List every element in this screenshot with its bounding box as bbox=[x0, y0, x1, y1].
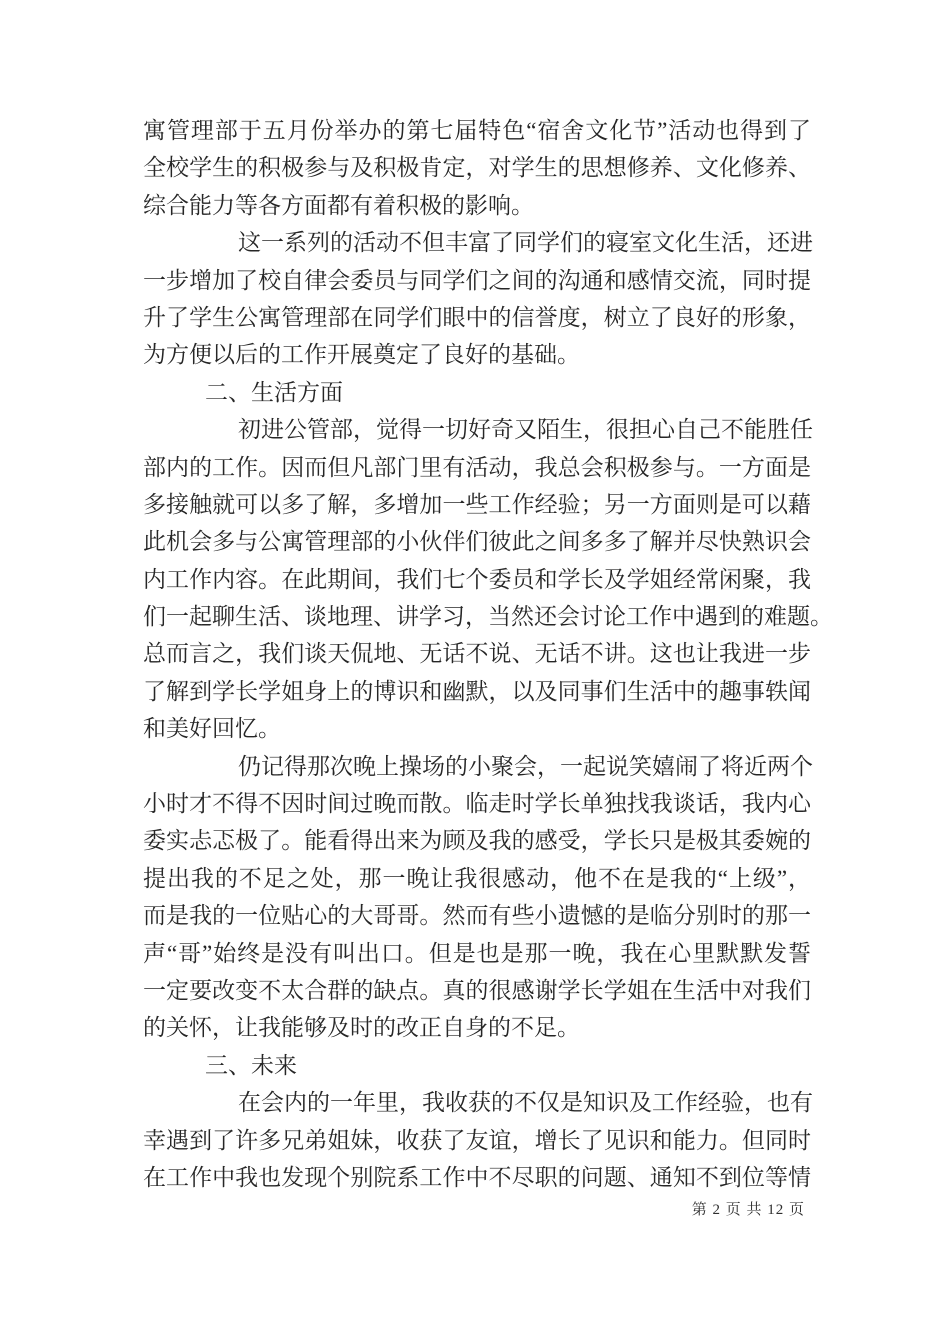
text-line: 幸遇到了许多兄弟姐妹，收获了友谊，增长了见识和能力。但同时 bbox=[143, 1127, 811, 1153]
section-heading-line: 二、生活方面 bbox=[205, 379, 343, 405]
text-line: 提出我的不足之处，那一晚让我很感动，他不在是我的“上级”， bbox=[143, 865, 811, 891]
text-line: 升了学生公寓管理部在同学们眼中的信誉度，树立了良好的形象， bbox=[143, 304, 811, 330]
text-line: 在工作中我也发现个别院系工作中不尽职的问题、通知不到位等情 bbox=[143, 1164, 811, 1190]
text-line: 初进公管部，觉得一切好奇又陌生，很担心自己不能胜任 bbox=[238, 417, 813, 443]
text-line: 为方便以后的工作开展奠定了良好的基础。 bbox=[143, 342, 580, 368]
text-line: 这一系列的活动不但丰富了同学们的寝室文化生活，还进 bbox=[238, 230, 813, 256]
text-line: 小时才不得不因时间过晚而散。临走时学长单独找我谈话，我内心 bbox=[143, 791, 811, 817]
text-line: 总而言之，我们谈天侃地、无话不说、无话不讲。这也让我进一步 bbox=[143, 641, 811, 667]
text-line: 全校学生的积极参与及积极肯定，对学生的思想修养、文化修养、 bbox=[143, 155, 811, 181]
text-line: 的关怀，让我能够及时的改正自身的不足。 bbox=[143, 1015, 580, 1041]
text-line: 寓管理部于五月份举办的第七届特色“宿舍文化节”活动也得到了 bbox=[143, 118, 811, 143]
text-line: 而是我的一位贴心的大哥哥。然而有些小遗憾的是临分别时的那一 bbox=[143, 903, 811, 929]
page-number-footer: 第 2 页 共 12 页 bbox=[691, 1202, 805, 1218]
text-line: 声“哥”始终是没有叫出口。但是也是那一晚，我在心里默默发誓 bbox=[143, 940, 811, 966]
text-line: 此机会多与公寓管理部的小伙伴们彼此之间多多了解并尽快熟识会 bbox=[143, 529, 811, 555]
text-line: 和美好回忆。 bbox=[143, 716, 281, 742]
section-heading-line: 三、未来 bbox=[205, 1052, 297, 1078]
text-line: 仍记得那次晚上操场的小聚会，一起说笑嬉闹了将近两个 bbox=[238, 753, 813, 779]
text-line: 多接触就可以多了解，多增加一些工作经验；另一方面则是可以藉 bbox=[143, 491, 811, 517]
document-body bbox=[143, 112, 833, 1196]
text-line: 内工作内容。在此期间，我们七个委员和学长及学姐经常闲聚，我 bbox=[143, 566, 811, 592]
text-line: 部内的工作。因而但凡部门里有活动，我总会积极参与。一方面是 bbox=[143, 454, 811, 480]
text-line: 在会内的一年里，我收获的不仅是知识及工作经验，也有 bbox=[238, 1090, 813, 1116]
text-line: 一步增加了校自律会委员与同学们之间的沟通和感情交流，同时提 bbox=[143, 267, 811, 293]
text-line: 一定要改变不太合群的缺点。真的很感谢学长学姐在生活中对我们 bbox=[143, 977, 811, 1003]
text-line: 们一起聊生活、谈地理、讲学习，当然还会讨论工作中遇到的难题。 bbox=[143, 604, 833, 630]
text-line: 了解到学长学姐身上的博识和幽默，以及同事们生活中的趣事轶闻 bbox=[143, 678, 811, 704]
text-line: 委实忐忑极了。能看得出来为顾及我的感受，学长只是极其委婉的 bbox=[143, 828, 811, 854]
text-line: 综合能力等各方面都有着积极的影响。 bbox=[143, 192, 534, 218]
